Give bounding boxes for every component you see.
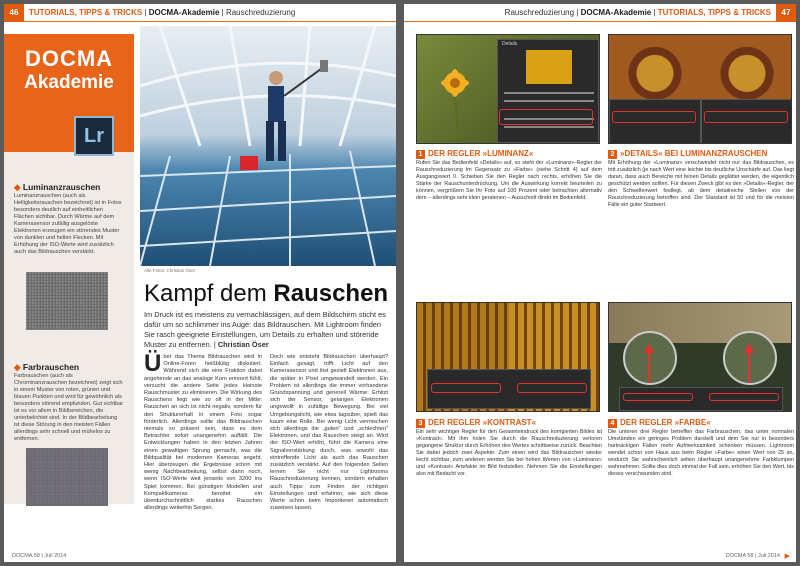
brand-line-1: DOCMA bbox=[24, 46, 114, 71]
sidebar-text-color: Farbrauschen (auch als Chrominanzrauschen bezeichnet) zeigt sich in einem Muster von roten, grünen und blauen Punkten und wird für gewöhnlich als besonders störend empfunden. Gut sichtbar ist es vor allem in Bildbereichen, die unterbelichtet sind. In der Bildbearbeitung ist diese Störung in den meisten Fällen allerdings sehr schnell und mühelos zu entfernen. bbox=[14, 373, 124, 442]
right-page-header: Rauschreduzierung | DOCMA-Akademie | TUTORIALS, TIPPS & TRICKS 47 bbox=[404, 4, 796, 22]
left-page bbox=[4, 4, 396, 562]
step-2-text: Mit Erhöhung der »Luminanz« verschwindet nicht nur das Bildrauschen, es tritt zusätzlich (je nach Wert eine leichte bis deutliche Unschärfe auf. Das liegt daran, dass auch Bereiche mit feinen Details geglättet werden, die eigentlich geschützt werden sollten. Für diesen Zweck gibt es den »Details«-Regler, der den Schwellenwert festlegt, ab dem detailreiche Stellen von der Rauschreduzierung betroffen sind. Der Standard ist 50 und für die meisten Fälle ein guter Startwert. bbox=[608, 160, 794, 208]
topic-label: Rauschreduzierung bbox=[225, 8, 296, 17]
left-footer: DOCMA 58 | Juli 2014 bbox=[12, 553, 67, 559]
sidebar-text-luminance: Luminanzrauschen (auch als Helligkeitsrauschen bezeichnet) ist in Fotos besonders deutlich auf einheitlichen Flächen sichtbar. Durch Wärme auf dem Kamerasensor zufällig ausgelöste Elektronen erzeugen ein störendes Muster von dunklen und hellen Flecken. Mit Erhöhung der ISO-Werte wird zusätzlich auch das Bildrauschen verstärkt. bbox=[14, 193, 122, 255]
magazine-label: DOCMA-Akademie bbox=[148, 8, 220, 17]
color-highlight-right bbox=[709, 393, 779, 401]
step-3-caption: 3 DER REGLER »KONTRAST« bbox=[416, 418, 536, 428]
step-1-number: 1 bbox=[416, 150, 425, 159]
bullet-icon: ◆ bbox=[14, 182, 23, 192]
section-label: TUTORIALS, TIPPS & TRICKS bbox=[657, 8, 771, 17]
brand-line-2: Akademie bbox=[24, 72, 114, 93]
title-bold: Rauschen bbox=[273, 280, 389, 307]
contrast-highlight-right bbox=[517, 383, 587, 393]
luminance-noise-sample bbox=[26, 272, 108, 330]
next-page-arrow-icon: ▶ bbox=[784, 553, 790, 560]
title-light: Kampf dem bbox=[144, 280, 267, 307]
left-page-header: 46 TUTORIALS, TIPPS & TRICKS | DOCMA-Akademie | Rauschreduzierung bbox=[4, 4, 396, 22]
color-highlight-left bbox=[623, 393, 693, 401]
details-highlight-left bbox=[612, 111, 696, 123]
architecture-photo-illustration bbox=[140, 26, 396, 266]
step-2-screenshot bbox=[608, 34, 792, 144]
ornament-right bbox=[701, 35, 792, 99]
step-4-number: 4 bbox=[608, 419, 617, 428]
body-column-1 bbox=[144, 350, 262, 512]
step-3-text: Ein sehr wichtiger Regler für den Gesamteindruck des korrigierten Bildes ist »Kontrast«. Mit ihm holen Sie durch die Rauschreduzierung verloren gegangene Struktur durch Erhöhen des Wertes schrittweise zurück. Beachten Sie dabei jedoch zwei Aspekte: Zum einen wird das Bildrauschen wieder leicht sichtbar, zum anderen werden Sie bei hohen Werten von »Luminanz« und »Kontrast« Artefakte im Bild feststellen. Nehmen Sie die Einstellungen also mit Bedacht vor. bbox=[416, 429, 602, 477]
article-lead: Im Druck ist es meistens zu vernachlässigen, auf dem Bildschirm sticht es dafür um so schlimmer ins Auge: das Bildrauschen. Mit Lightroom finden Sie rasch geeignete Einstellungen, um Details zu erhalten und störende Muster zu entfernen. | Christian Öser bbox=[144, 310, 386, 349]
page-number: 46 bbox=[4, 4, 24, 22]
photo-credit: Alle Fotos: Christian Öser bbox=[144, 268, 196, 273]
step-2-number: 2 bbox=[608, 150, 617, 159]
detail-preview bbox=[526, 50, 572, 84]
body-text-1: ber das Thema Bildrauschen wird in Online-Foren heißblütig diskutiert. Während sich die eine Fraktion dabei angehende an das analoge Korn erinnert fühlt, versucht die andere Seite jedes kleinste Rauschmuster zu eliminieren. Die Wirkung des Rauschens liegt wie so oft in der Mitte: Rauschen an sich ist nicht negativ, sondern für den Strukturerhalt in einem Foto sogar förderlich. Allerdings sollte das Bildrauschen niemals so präsent sein, dass es dem Betrachter sofort unangenehm auffällt. Die Entwicklungen haben in den letzten Jahren einen gewaltigen Sprung gemacht, was die Bildqualität bei modernen Kameras angeht. Hier überzeugen die Ergebnisse schon mit wenig Nachbearbeitung, selbst dann noch, wenn ISO-Werte weit jenseits von 3200 ins Spiel kommen. Bei günstigen Modellen und Kompaktkameras bereitet ein überdurchschnittlich starkes Rauschen allerdings weiterhin Sorgen. bbox=[144, 354, 262, 512]
step-4-screenshot bbox=[608, 302, 792, 412]
details-highlight-right bbox=[704, 111, 788, 123]
drop-cap: Ü bbox=[144, 350, 162, 377]
lead-text: Im Druck ist es meistens zu vernachlässigen, auf dem Bildschirm sticht es dafür um so schlimmer ins Auge: das Bildrauschen. Mit Lightroom finden Sie rasch geeignete Einstellungen, um Details zu erhalten und störende Muster zu entfernen. bbox=[144, 310, 386, 349]
page-number: 47 bbox=[776, 4, 796, 22]
step-2-caption: 2 »DETAILS« BEI LUMINANZRAUSCHEN bbox=[608, 149, 767, 159]
body-column-2: Doch wie entsteht Bildrauschen überhaupt? Einfach gesagt, trifft Licht auf den Kamerasensor und löst gezielt Elektronen aus, die später in Pixel umgewandelt werden. Ein Problem ist allerdings die immer vorhandene Grundspannung und generell Wärme: Erhitzt sich der Sensor, gelangen Elektronen ungewollt in zufällige Bewegung. Bei viel Umgebungslicht, wie etwa tagsüber, spielt das kaum eine Rolle. Bei wenig Licht vermischen sich allerdings die „guten" und „schlechten" Elektronen, und das Rauschen steigt an. Wird der ISO-Wert erhöht, führt die Kamera eine Signalverstärkung durch, was sowohl das eintreffende Licht als auch das Rauschen zusätzlich verstärkt. Auf den folgenden Seiten lernen Sie nicht nur Lightrooms Rauschreduzierung kennen, sondern erhalten auch Tipps zum Finden der richtigen Einstellungen und erfahren, wie sich diese Werte schon beim Importieren automatisch zuweisen lassen. bbox=[270, 354, 388, 512]
step-1-text: Rufen Sie das Bedienfeld »Details« auf, so steht der »Luminanz«-Regler der Rauschreduzierung im Gegensatz zu »Farbe« (siehe Schritt 4) auf dem Ausgangswert 0. Schieben Sie den Regler nach rechts, erhöhen Sie die Stärke der Rauschunterdrückung. Um die Auswirkung korrekt beurteilen zu können, vergrößern Sie Ihr Foto auf 100 Prozent oder betrachten alternativ dem – allerdings sehr klein geratenen – Ausschnitt direkt im Bedienfeld. bbox=[416, 160, 602, 201]
right-page bbox=[404, 4, 796, 562]
details-panel bbox=[497, 39, 599, 143]
luminance-slider-highlight bbox=[499, 109, 593, 125]
topic-label: Rauschreduzierung bbox=[504, 8, 575, 17]
right-footer: DOCMA 58 | Juli 2014 bbox=[725, 553, 780, 559]
section-label: TUTORIALS, TIPPS & TRICKS bbox=[29, 8, 143, 17]
article-title bbox=[144, 280, 388, 308]
color-noise-sample bbox=[26, 448, 108, 506]
step-4-caption: 4 DER REGLER »FARBE« bbox=[608, 418, 711, 428]
docma-akademie-logo bbox=[4, 34, 134, 152]
ornament-left bbox=[609, 35, 701, 99]
step-3-screenshot bbox=[416, 302, 600, 412]
window-cleaner-photo bbox=[140, 26, 396, 266]
step-3-number: 3 bbox=[416, 419, 425, 428]
sidebar-heading-luminance: ◆ Luminanzrauschen bbox=[14, 182, 101, 192]
step-1-caption: 1 DER REGLER »LUMINANZ« bbox=[416, 149, 533, 159]
panel-title: Details bbox=[502, 41, 518, 47]
step-1-screenshot bbox=[416, 34, 600, 144]
contrast-highlight-left bbox=[431, 383, 501, 393]
lightroom-icon: Lr bbox=[74, 116, 114, 156]
magazine-label: DOCMA-Akademie bbox=[580, 8, 652, 17]
sidebar-heading-color: ◆ Farbrauschen bbox=[14, 362, 80, 372]
bullet-icon: ◆ bbox=[14, 362, 23, 372]
author-name: Christian Öser bbox=[217, 340, 269, 349]
step-4-text: Die unteren drei Regler betreffen das Farbrauschen, das unter normalen Umständen ein geringes Problem darstellt und dem Sie nur in besonders hartnäckigen Fällen mehr Aufmerksamkeit schenken müssen. Lightroom wendet schon von Haus aus beim Regler »Farbe« einen Wert von 25 an, wodurch Sie wahrscheinlich selten überhaupt unangenehme Farbklumpen wahrnehmen. Sollte dies doch einmal der Fall sein, erhöhen Sie den Wert, bis dieses verschwunden sind. bbox=[608, 429, 794, 477]
